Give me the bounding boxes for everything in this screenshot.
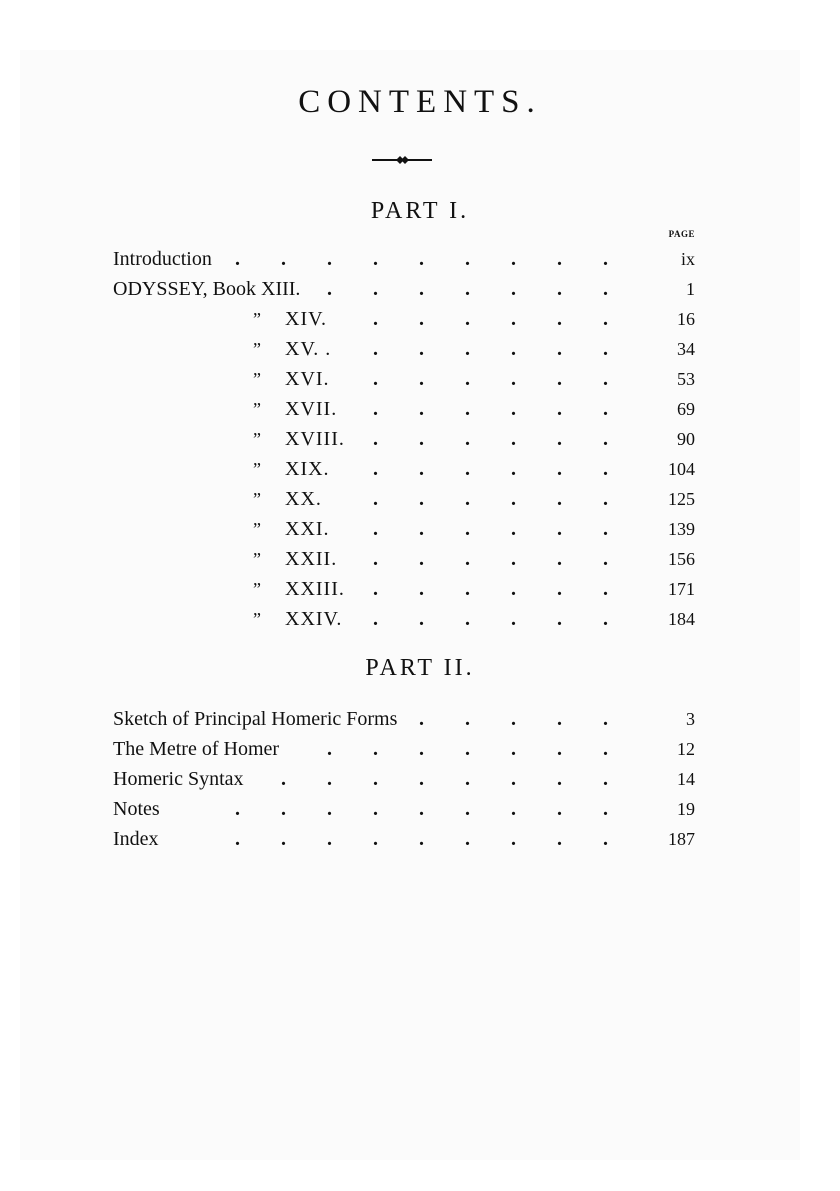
toc-entry [113, 424, 695, 454]
toc-entry [113, 274, 695, 304]
toc-entry [113, 574, 695, 604]
toc-entry [113, 394, 695, 424]
ditto-mark: ” [253, 399, 261, 419]
toc-entry-label: Homeric Syntax [113, 768, 244, 790]
dot-leader: . . . . . . [373, 338, 608, 360]
page-title: CONTENTS. [298, 84, 542, 120]
toc-entry-page: 156 [668, 549, 695, 569]
toc-entry [113, 794, 695, 824]
toc-entry-label: Index [113, 828, 159, 850]
toc-entry-page: 69 [677, 399, 695, 419]
toc-entry-label: Introduction [113, 248, 212, 270]
toc-entry [113, 734, 695, 764]
toc-entry [113, 704, 695, 734]
dot-leader: . . . . . . . . . [235, 248, 608, 270]
toc-entry-book: XXIV. [285, 608, 343, 630]
ditto-mark: ” [253, 339, 261, 359]
toc-entry-book: XXII. [285, 548, 338, 570]
ditto-mark: ” [253, 579, 261, 599]
dot-leader: . . . . . . [373, 458, 608, 480]
toc-entry-book: XIV. [285, 308, 327, 330]
toc-entry-label: The Metre of Homer [113, 738, 280, 760]
part-2-heading: PART II. [365, 655, 475, 681]
ditto-mark: ” [253, 549, 261, 569]
toc-entry-page: 19 [677, 799, 695, 819]
toc-entry-book: XX. [285, 488, 322, 510]
dot-leader: . . . . . . [373, 578, 608, 600]
ditto-mark: ” [253, 459, 261, 479]
toc-entry-book: XXIII. [285, 578, 345, 600]
toc-entry [113, 334, 695, 364]
toc-entry-page: 34 [677, 339, 695, 359]
toc-entry-book: XVII. [285, 398, 338, 420]
toc-entry [113, 364, 695, 394]
toc-entry [113, 304, 695, 334]
dot-leader: . . . . . . . . . [235, 828, 608, 850]
toc-entry-label: Sketch of Principal Homeric Forms [113, 708, 398, 730]
toc-entry-book: XVI. [285, 368, 330, 390]
dot-leader: . . . . . . [373, 428, 608, 450]
dot-leader: . . . . . . [373, 368, 608, 390]
toc-entry-page: 14 [677, 769, 695, 789]
toc-entry [113, 604, 695, 634]
dot-leader: . . . . . . . [327, 278, 608, 300]
ditto-mark: ” [253, 609, 261, 629]
toc-entry-label: ODYSSEY, Book XIII. [113, 278, 301, 300]
toc-entry-page: 90 [677, 429, 695, 449]
dot-leader: . . . . . . [373, 398, 608, 420]
ditto-mark: ” [253, 369, 261, 389]
toc-entry [113, 544, 695, 574]
toc-entry [113, 244, 695, 274]
dot-leader: . . . . . [419, 708, 608, 730]
toc-entry-page: 1 [686, 279, 695, 299]
ornament-divider [372, 155, 432, 165]
dot-leader: . . . . . . . [327, 738, 608, 760]
ditto-mark: ” [253, 309, 261, 329]
dot-leader: . . . . . . [373, 488, 608, 510]
toc-entry-book: XVIII. [285, 428, 345, 450]
dot-leader: . . . . . . [373, 608, 608, 630]
dot-leader: . . . . . . [373, 308, 608, 330]
ditto-mark: ” [253, 489, 261, 509]
toc-entry-page: 184 [668, 609, 695, 629]
dot-leader: . . . . . . [373, 548, 608, 570]
dot-leader: . . . . . . . . [281, 768, 608, 790]
toc-entry-page: 171 [668, 579, 695, 599]
toc-entry-page: 187 [668, 829, 695, 849]
dot-leader: . . . . . . . . . [235, 798, 608, 820]
toc-entry-page: 104 [668, 459, 695, 479]
toc-entry-book: XV. . [285, 338, 332, 360]
ditto-mark: ” [253, 429, 261, 449]
toc-entry-page: 16 [677, 309, 695, 329]
toc-entry-book: XIX. [285, 458, 330, 480]
toc-entry-page: 139 [668, 519, 695, 539]
toc-entry-page: 125 [668, 489, 695, 509]
toc-entry-book: XXI. [285, 518, 330, 540]
toc-entry [113, 824, 695, 854]
toc-entry-page: 53 [677, 369, 695, 389]
toc-entry-label: Notes [113, 798, 160, 820]
dot-leader: . . . . . . [373, 518, 608, 540]
toc-entry [113, 514, 695, 544]
toc-entry-page: 12 [677, 739, 695, 759]
toc-entry [113, 764, 695, 794]
page-column-label: PAGE [668, 229, 695, 239]
toc-entry-page: 3 [686, 709, 695, 729]
toc-entry [113, 484, 695, 514]
toc-entry-page: ix [680, 249, 695, 269]
toc-entry [113, 454, 695, 484]
ditto-mark: ” [253, 519, 261, 539]
part-1-heading: PART I. [370, 198, 470, 224]
